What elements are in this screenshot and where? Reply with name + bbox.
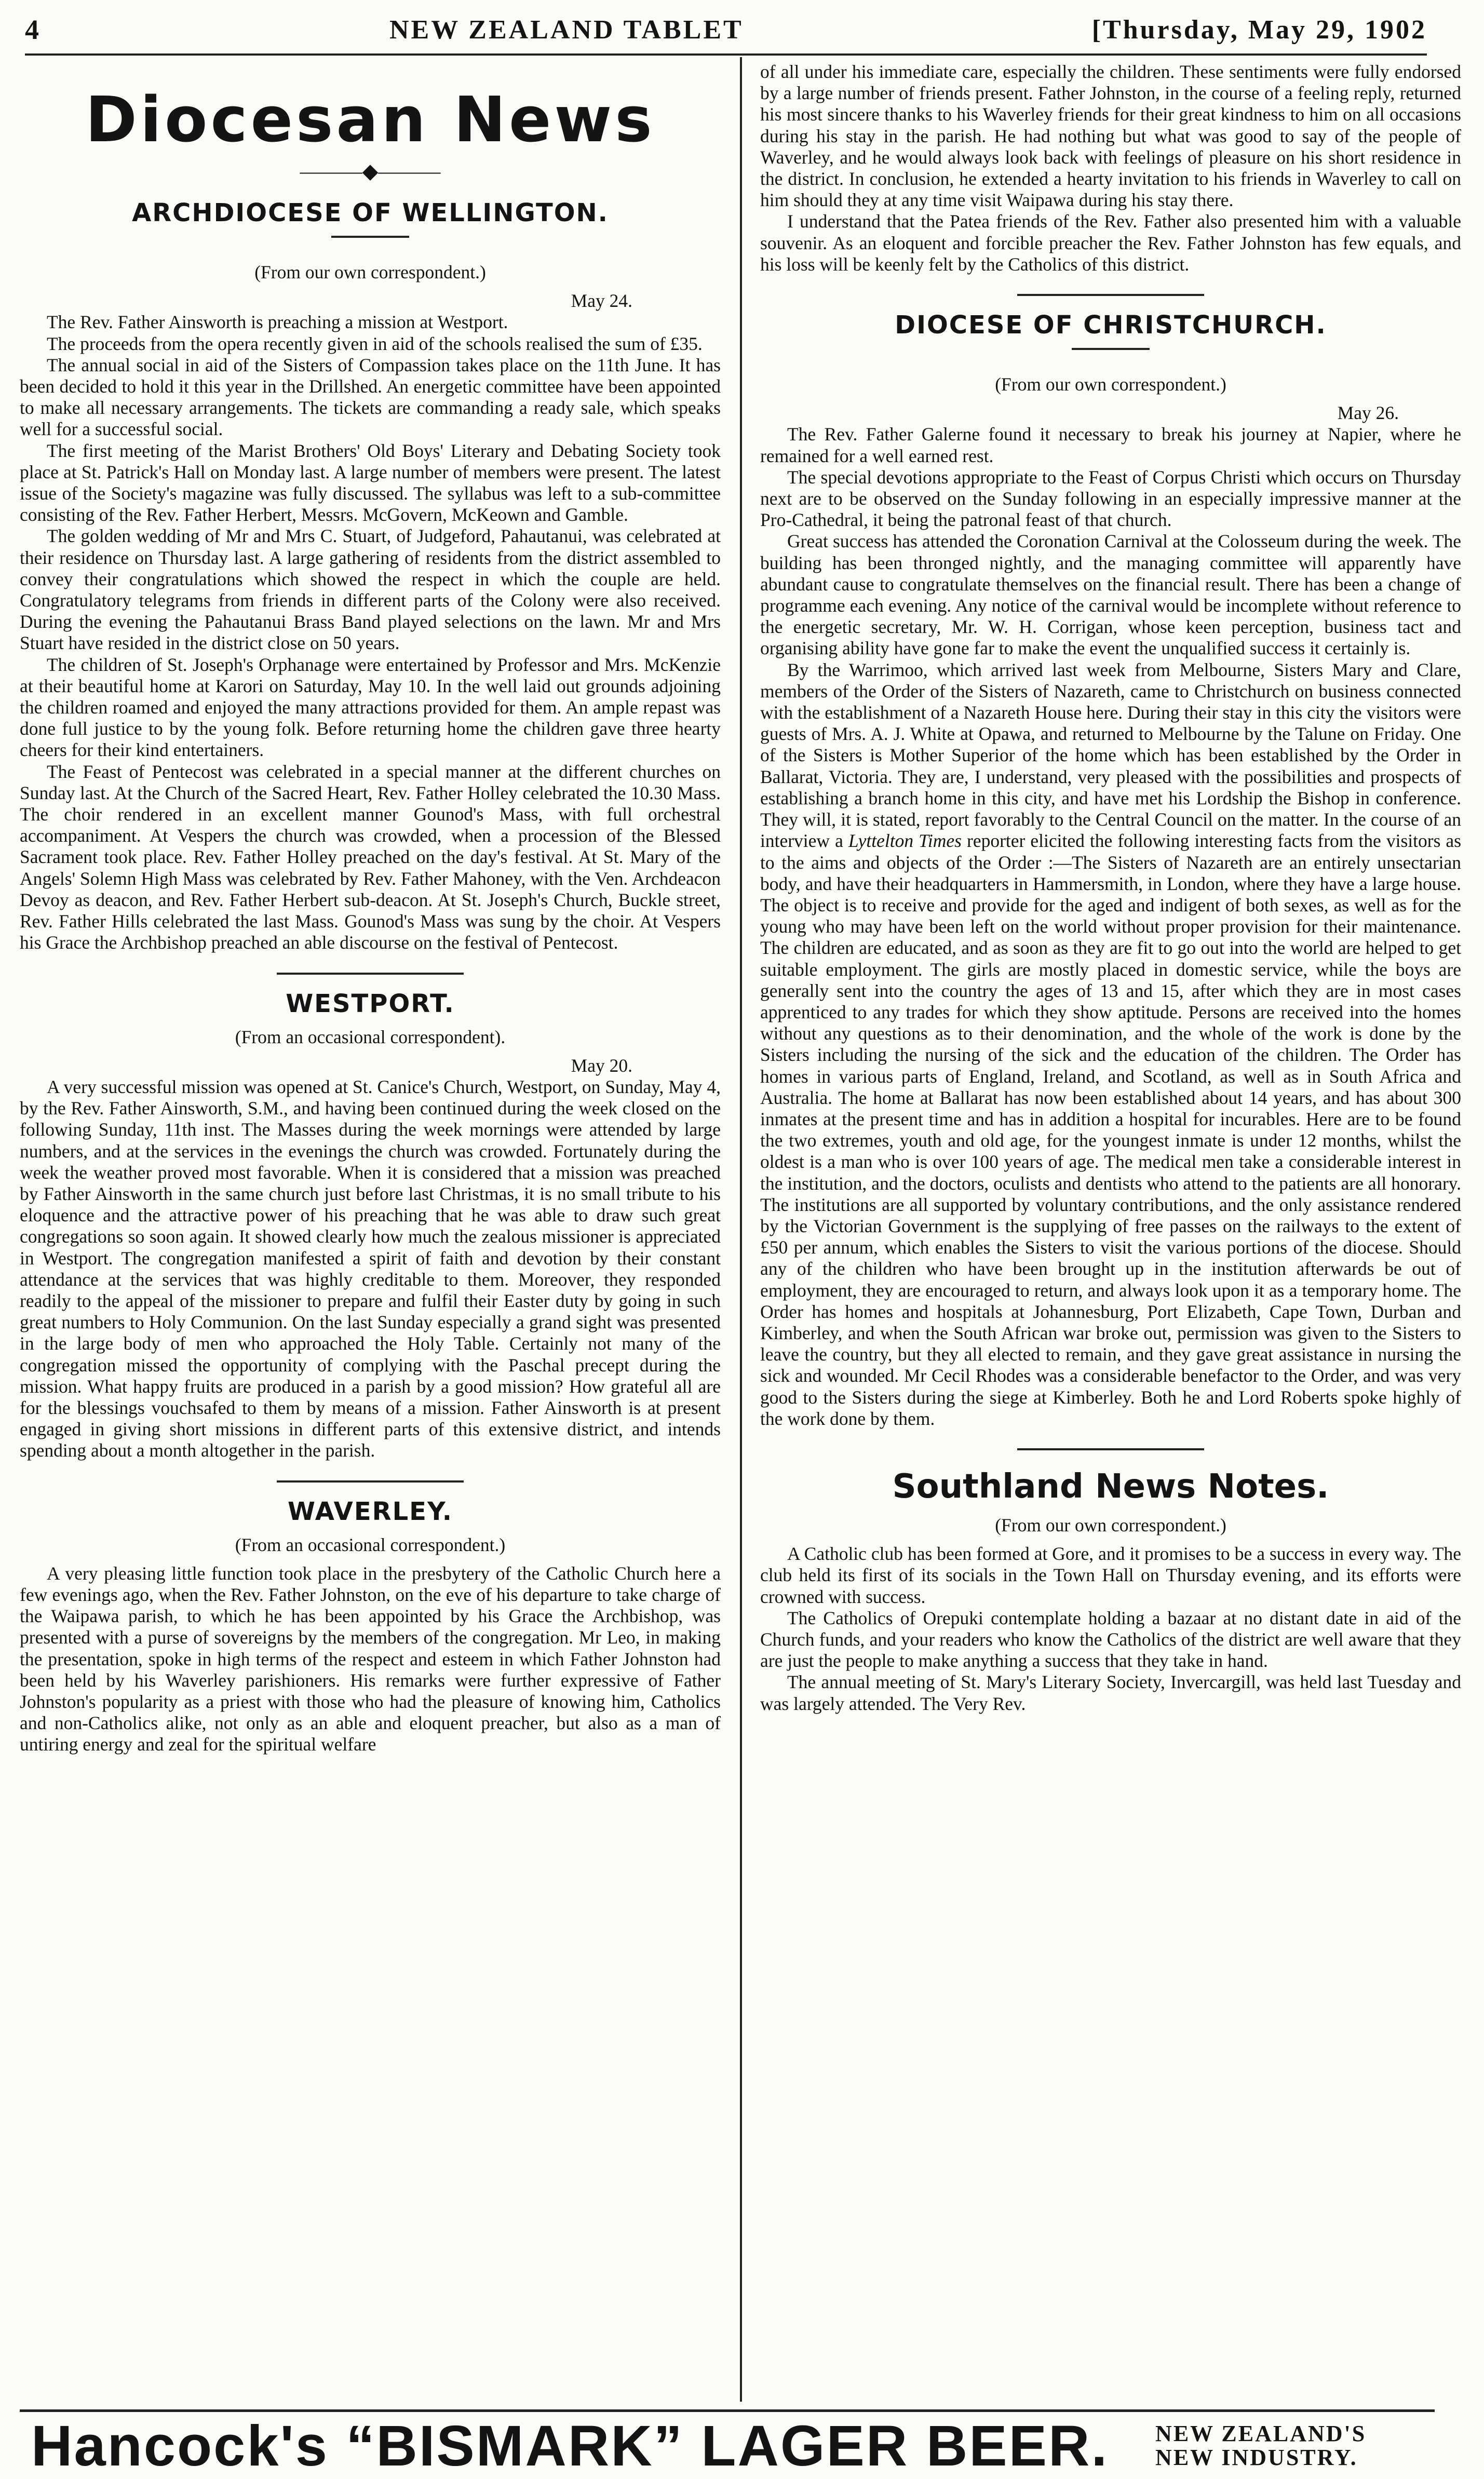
paragraph: The Rev. Father Ainsworth is preaching a mission at Westport. [47, 312, 508, 333]
section-rule [277, 1480, 464, 1483]
advertisement-banner [31, 2414, 1433, 2478]
paragraph: A very pleasing little function took place in the presbytery of the Catholic Church here a few evenings ago, when the Rev. Father Johnston, on the eve of his departure to take charge of the Waipawa parish, to which he has been appointed by his Grace the Archbishop, was presented with a purse of sovereigns by the members of the congregation. Mr Leo, in making the presentation, spoke in high terms of the respect and esteem in which Father Johnston had been held by his Waverley parishioners. His remarks were further expressive of Father Johnston's popularity as a priest with those who had the pleasure of knowing him, Catholics and non-Catholics alike, not only as an able and eloquent preacher, but also as a man of untiring energy and zeal for the spiritual welfare [20, 1562, 721, 1755]
page-number: 4 [25, 14, 41, 45]
paragraph: The Feast of Pentecost was celebrated in a special manner at the different churches on Sunday last. At the Church of the Sacred Heart, Rev. Father Holley celebrated the 10.30 Mass. The choir rendered in an excellent manner Gounod's Mass, with full orchestral accompaniment. At Vespers the church was crowded, when a procession of the Blessed Sacrament took place. Rev. Father Holley preached on the day's festival. At St. Mary of the Angels' Solemn High Mass was celebrated by Rev. Father Mahoney, with the Ven. Archdeacon Devoy as deacon, and Rev. Father Herbert sub-deacon. At St. Joseph's Church, Buckle street, Rev. Father Hills celebrated the last Mass. Gounod's Mass was sung by the choir. At Vespers his Grace the Archbishop preached an able discourse on the festival of Pentecost. [20, 761, 721, 953]
section-heading-waverley: WAVERLEY. [288, 1497, 453, 1526]
paragraph [760, 659, 1461, 1430]
masthead [25, 11, 1427, 48]
paragraph: The annual social in aid of the Sisters of Compassion takes place on the 11th June. It has been decided to hold it this year in the Drillshed. An energetic committee have been appointed to make all necessary arrangements. The tickets are commanding a ready sale, which speaks well for a successful social. [20, 354, 721, 440]
section-heading-wellington: ARCHDIOCESE OF WELLINGTON. [132, 198, 609, 227]
section-rule [277, 973, 464, 975]
newspaper-name: Lyttelton Times [848, 830, 962, 852]
advert-brand: Hancock's “BISMARK” LAGER BEER. [31, 2414, 1109, 2478]
section-heading-christchurch: DIOCESE OF CHRISTCHURCH. [895, 311, 1327, 340]
title-ornament: ———◆——— [300, 159, 441, 183]
paragraph: The Catholics of Orepuki contemplate holding a bazaar at no distant date in aid of the Church funds, and your readers who know the Catholics of the district are well aware that they are just the people to make anything a success that they take in hand. [760, 1607, 1461, 1672]
column-divider [740, 57, 742, 2402]
paragraph: Great success has attended the Coronation Carnival at the Colosseum during the week. The building has been thronged nightly, and the managing committee will apparently have abundant cause to congratulate themselves on the financial result. There has been a change of programme each evening. Any notice of the carnival would be incomplete without reference to the energetic secretary, Mr. W. H. Corrigan, whose keen perception, business tact and organising ability have gone far to make the event the unqualified success it certainly is. [760, 531, 1461, 659]
paragraph: The special devotions appropriate to the Feast of Corpus Christi which occurs on Thursday next are to be observed on the Sunday following in an especially impressive manner at the Pro-Cathedral, it being the patronal feast of that church. [760, 466, 1461, 531]
paragraph-continued: of all under his immediate care, especially the children. These sentiments were fully endorsed by a large number of friends present. Father Johnston, in the course of a feeling reply, returned his most sincere thanks to his Waverley friends for their great kindness to him on all occasions during his stay in the parish. He had nothing but what was good to say of the people of Waverley, and he would always look back with feelings of pleasure on his short residence in the district. In conclusion, he extended a hearty invitation to his friends in Waverley to call on him should they at any time visit Waipawa during his stay there. [760, 61, 1461, 211]
publication-title: NEW ZEALAND TABLET [389, 15, 744, 45]
paragraph: The golden wedding of Mr and Mrs C. Stuart, of Judgeford, Pahautanui, was celebrated at their residence on Thursday last. A large gathering of residents from the district assembled to convey their congratulations which showed the respect in which the couple are held. Congratulatory telegrams from friends in different parts of the Colony were also received. During the evening the Pahautanui Brass Band played selections on the lawn. Mr and Mrs Stuart have resided in the district close on 50 years. [20, 526, 721, 654]
paragraph-text: By the Warrimoo, which arrived last week from Melbourne, Sisters Mary and Clare, members of the Order of the Sisters of Nazareth, came to Christchurch on business connected with the establishment of a Nazareth House here. During their stay in this city the visitors were guests of Mrs. A. J. White at Opawa, and returned to Melbourne by the Talune on Friday. One of the Sisters is Mother Superior of the home which has been established by the Order in Ballarat, Victoria. They are, I understand, very pleased with the possibilities and prospects of establishing a branch home in this city, and have met his Lordship the Bishop in conference. They will, it is stated, report favorably to the Central Council on the matter. In the course of an interview a [760, 659, 1461, 852]
section-rule [1017, 1448, 1204, 1450]
heading-rule [1072, 348, 1150, 350]
correspondent-line: (From our own correspondent.) [995, 1514, 1226, 1535]
paragraph: A very successful mission was opened at St. Canice's Church, Westport, on Sunday, May 4, by the Rev. Father Ainsworth, S.M., and having been continued during the week closed on the following Sunday, 11th inst. The Masses during the week mornings were attended by large numbers, and at the services in the evenings the church was crowded. Fortunately during the week the weather proved most favorable. When it is considered that a mission was preached by Father Ainsworth in the same church just before last Christmas, it is no small tribute to his eloquence and the attractive power of his preaching that he was able to draw such great congregations so soon again. It showed clearly how much the zealous missioner is appreciated in Westport. The congregation manifested a spirit of faith and devotion by their constant attendance at the services that was highly creditable to them. Moreover, they responded readily to the appeal of the missioner to prepare and fulfil their Easter duty by going in such great numbers to Holy Communion. On the last Sunday especially a grand sight was presented in the large body of men who approached the Holy Table. Certainly not many of the congregation missed the opportunity of complying with the Paschal precept during the mission. What happy fruits are produced in a parish by a good mission? How grateful all are for the blessings vouchsafed to them by means of a mission. Father Ainsworth is at present engaged in giving short missions in different parts of this extensive district, and intends spending about a month altogether in the parish. [20, 1076, 721, 1461]
masthead-rule [25, 53, 1427, 56]
page-title: Diocesan News [85, 84, 655, 156]
paragraph: The annual meeting of St. Mary's Literary Society, Invercargill, was held last Tuesday and was largely attended. The Very Rev. [760, 1672, 1461, 1714]
correspondent-line: (From our own correspondent.) [995, 374, 1226, 395]
paragraph-text: reporter elicited the following interesting facts from the visitors as to the aims and objects of the Order :—The Sisters of Nazareth are an entirely unsectarian body, and have their headquarters in Hammersmith, in London, where they have a large house. The object is to receive and provide for the aged and indigent of both sexes, as well as for the young who may have been left on the world without proper provision for their maintenance. The children are educated, and as soon as they are fit to go out into the world are helped to get suitable employment. The girls are mostly placed in domestic service, while the boys are generally sent into the country the ages of 13 and 15, after which they are in most cases apprenticed to any trades for which they show aptitude. Persons are received into the homes without any questions as to their denomination, and the whole of the work is done by the Sisters including the nursing of the sick and the education of the children. The Order has homes in various parts of England, Ireland, and Scotland, as well as in South Africa and Australia. The home at Ballarat has now been established about 14 years, and has about 300 inmates at the present time and has in addition a hospital for incurables. Here are to be found the two extremes, youth and old age, for the youngest inmate is under 12 months, whilst the oldest is a man who is over 100 years of age. The medical men take a considerable interest in the institution, and the doctors, oculists and dentists who attend to the patients are all honorary. The institutions are all supported by voluntary contributions, and the only assistance rendered by the Victorian Government is the supplying of free passes on the railways to the extent of £50 per annum, which enables the Sisters to visit the various portions of the diocese. Should any of the children who have been brought up in the institution afterwards be out of employment, they are encouraged to return, and always look upon it as a temporary home. The Order has homes and hospitals at Johannesburg, Port Elizabeth, Cape Town, Durban and Kimberley, and when the South African war broke out, permission was given to the Sisters to leave the country, but they all elected to remain, and they gave great assistance in nursing the sick and wounded. Mr Cecil Rhodes was a considerable benefactor to the Order, and was very good to the Sisters during the siege at Kimberley. Both he and Lord Roberts spoke highly of the work done by them. [760, 830, 1462, 1429]
section-heading-southland: Southland News Notes. [892, 1467, 1329, 1506]
heading-rule [331, 236, 409, 238]
paragraph: The children of St. Joseph's Orphanage were entertained by Professor and Mrs. McKenzie at their beautiful home at Karori on Saturday, May 10. In the well laid out grounds adjoining the children roamed and enjoyed the many attractions provided for them. An ample repast was done full justice to by the young folk. Before returning home the children gave three hearty cheers for their kind entertainers. [20, 654, 721, 761]
correspondent-line: (From an occasional correspondent). [235, 1026, 506, 1047]
section-heading-westport: WESTPORT. [286, 989, 455, 1018]
dateline: May 26. [1337, 402, 1399, 424]
paragraph: I understand that the Patea friends of the Rev. Father also presented him with a valuable souvenir. As an eloquent and forcible preacher the Rev. Father Johnston has few equals, and his loss will be keenly felt by the Catholics of this district. [760, 211, 1461, 275]
left-column [20, 61, 721, 1756]
advert-tagline-1: NEW ZEALAND'S [1155, 2421, 1367, 2446]
paragraph: The first meeting of the Marist Brothers' Old Boys' Literary and Debating Society took place at St. Patrick's Hall on Monday last. A large number of members were present. The latest issue of the Society's magazine was fully discussed. The syllabus was left to a sub-committee consisting of the Rev. Father Herbert, Messrs. McGovern, McKeown and Gamble. [20, 440, 721, 526]
advert-tagline [1155, 2422, 1366, 2470]
dateline: May 24. [571, 290, 632, 312]
correspondent-line: (From our own correspondent.) [254, 262, 486, 282]
advert-tagline-2: NEW INDUSTRY. [1155, 2445, 1358, 2470]
right-column [760, 61, 1461, 1715]
paragraph: The proceeds from the opera recently given in aid of the schools realised the sum of £35. [47, 333, 703, 354]
issue-date: [Thursday, May 29, 1902 [1091, 15, 1427, 45]
correspondent-line: (From an occasional correspondent.) [235, 1534, 506, 1555]
section-rule [1017, 294, 1204, 296]
dateline: May 20. [571, 1055, 632, 1076]
paragraph: A Catholic club has been formed at Gore, and it promises to be a success in every way. The club held its first of its socials in the Town Hall on Thursday evening, and its efforts were crowned with success. [760, 1543, 1461, 1607]
footer-rule [20, 2409, 1435, 2412]
paragraph: The Rev. Father Galerne found it necessary to break his journey at Napier, where he remained for a well earned rest. [760, 424, 1461, 466]
